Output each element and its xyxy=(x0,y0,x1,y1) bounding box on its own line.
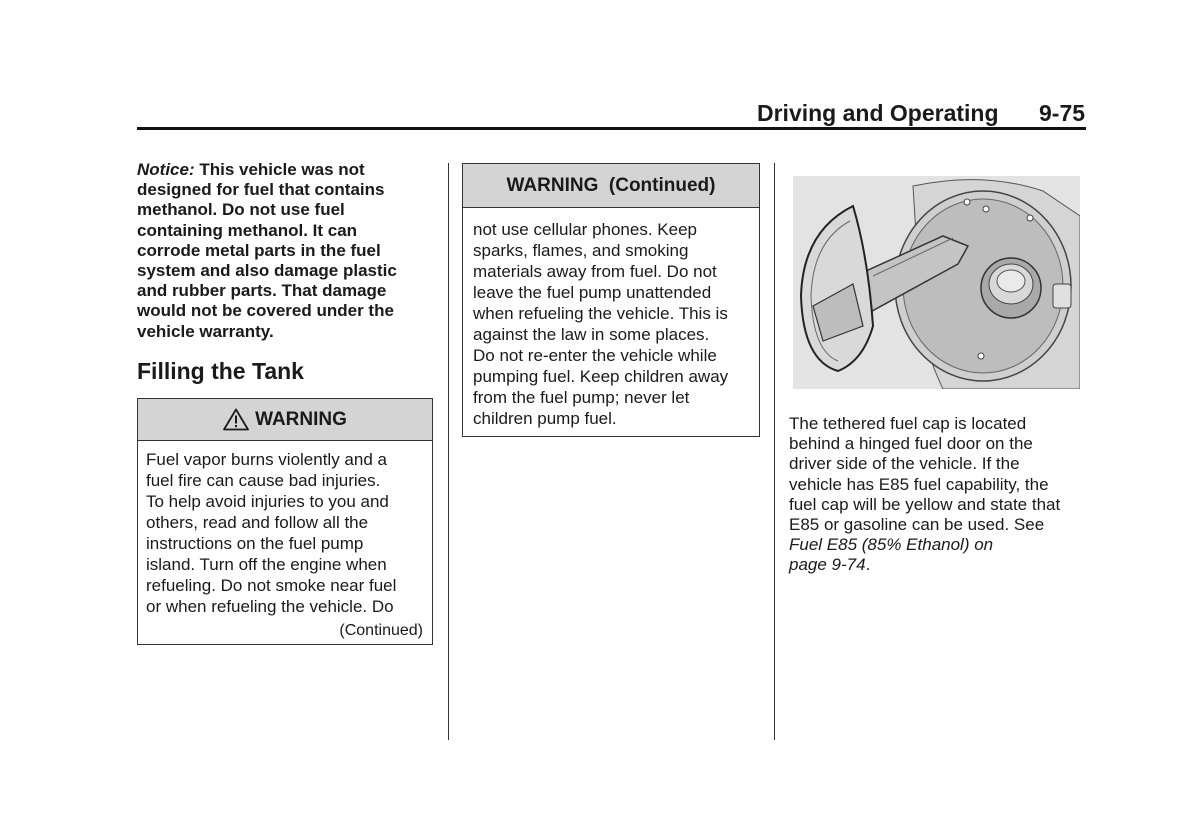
warning-line: or when refueling the vehicle. Do xyxy=(146,597,394,616)
warning-line: when refueling the vehicle. This is xyxy=(473,304,728,323)
warning-line: others, read and follow all the xyxy=(146,513,369,532)
section-heading: Driving and Operating xyxy=(757,100,999,126)
header-rule xyxy=(137,127,1086,130)
warning-line: materials away from fuel. Do not xyxy=(473,262,717,281)
notice-line: methanol. Do not use fuel xyxy=(137,200,345,220)
cross-reference-page[interactable]: page 9-74 xyxy=(789,555,866,575)
warning-body xyxy=(138,441,432,617)
warning-line: instructions on the fuel pump xyxy=(146,534,364,553)
caption-line xyxy=(789,555,1089,575)
caption-line: E85 or gasoline can be used. See xyxy=(789,515,1045,535)
caption-period: . xyxy=(865,555,871,575)
warning-line: Fuel vapor burns violently and a xyxy=(146,450,387,469)
warning-continued-box xyxy=(462,163,760,437)
warning-title: WARNING xyxy=(255,408,347,430)
warning-line: sparks, flames, and smoking xyxy=(473,241,689,260)
notice-line: system and also damage plastic xyxy=(137,261,397,281)
caption-line: behind a hinged fuel door on the xyxy=(789,434,1033,454)
column-divider xyxy=(774,163,775,740)
warning-line: against the law in some places. xyxy=(473,325,710,344)
warning-line: not use cellular phones. Keep xyxy=(473,220,697,239)
section-title: Filling the Tank xyxy=(137,358,304,384)
warning-triangle-icon xyxy=(223,408,249,431)
notice-paragraph xyxy=(137,160,437,342)
warning-line: To help avoid injuries to you and xyxy=(146,492,389,511)
warning-header xyxy=(463,164,759,208)
warning-line: refueling. Do not smoke near fuel xyxy=(146,576,397,595)
caption-line: fuel cap will be yellow and state that xyxy=(789,494,1061,514)
warning-box xyxy=(137,398,433,645)
continued-label: (Continued) xyxy=(339,622,423,639)
warning-header xyxy=(138,399,432,441)
notice-line: and rubber parts. That damage xyxy=(137,281,387,301)
fuel-door-illustration xyxy=(793,176,1080,389)
figure-caption xyxy=(789,414,1089,576)
warning-body xyxy=(463,208,759,429)
warning-line: children pump fuel. xyxy=(473,409,617,428)
notice-label: Notice: xyxy=(137,160,195,179)
warning-line: Do not re-enter the vehicle while xyxy=(473,346,717,365)
cross-reference-link[interactable]: Fuel E85 (85% Ethanol) on xyxy=(789,535,994,555)
caption-line: The tethered fuel cap is located xyxy=(789,414,1027,433)
warning-line: from the fuel pump; never let xyxy=(473,388,690,407)
caption-line: vehicle has E85 fuel capability, the xyxy=(789,474,1049,494)
warning-line: fuel fire can cause bad injuries. xyxy=(146,471,381,490)
notice-line xyxy=(137,160,437,180)
notice-line: designed for fuel that contains xyxy=(137,180,385,200)
notice-line: would not be covered under the xyxy=(137,301,394,321)
warning-line: island. Turn off the engine when xyxy=(146,555,387,574)
notice-line: containing methanol. It can xyxy=(137,220,358,240)
notice-line: corrode metal parts in the fuel xyxy=(137,240,381,260)
notice-text: This vehicle was not xyxy=(194,160,365,179)
warning-line: pumping fuel. Keep children away xyxy=(473,367,729,386)
notice-line: vehicle warranty. xyxy=(137,321,274,341)
page-number: 9-75 xyxy=(1039,100,1086,126)
warning-line: leave the fuel pump unattended xyxy=(473,283,712,302)
fuel-door-drawing xyxy=(793,176,1080,389)
warning-title: WARNING (Continued) xyxy=(506,174,716,196)
column-divider xyxy=(448,163,449,740)
caption-line: driver side of the vehicle. If the xyxy=(789,454,1020,474)
